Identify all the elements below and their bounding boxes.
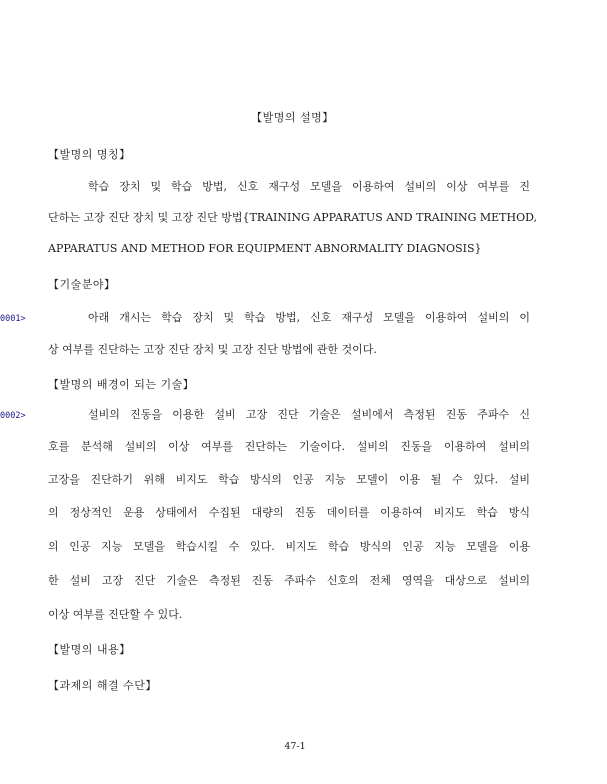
page-number: 47-1 [284,741,306,752]
invention-name-line-1: 학습 장치 및 학습 방법, 신호 재구성 모델을 이용하여 설비의 이상 여부를 진 [88,180,530,193]
background-line-4: 의 정상적인 운용 상태에서 수집된 대량의 진동 데이터를 이용하여 비지도 학습 방식 [48,506,530,519]
invention-name-line-2: 단하는 고장 진단 장치 및 고장 진단 방법{TRAINING APPARATUS AND TRAINING METHOD, [48,211,538,224]
paragraph-number-0002: 0002> [0,411,26,421]
background-line-1: 설비의 진동을 이용한 설비 고장 진단 기술은 설비에서 측정된 진동 주파수 신 [88,408,530,421]
document-title: 【발명의 설명】 [251,111,334,124]
background-line-2: 호를 분석해 설비의 이상 여부를 진단하는 기술이다. 설비의 진동을 이용하여 설비의 [48,440,530,453]
background-line-6: 한 설비 고장 진단 기술은 측정된 진동 주파수 신호의 전체 영역을 대상으로 설비의 [48,574,530,587]
technical-field-line-1: 아래 개시는 학습 장치 및 학습 방법, 신호 재구성 모델을 이용하여 설비의 이 [88,311,530,324]
section-heading-invention-name: 【발명의 명칭】 [48,148,131,161]
technical-field-line-2: 상 여부를 진단하는 고장 진단 장치 및 고장 진단 방법에 관한 것이다. [48,343,377,356]
background-line-3: 고장을 진단하기 위해 비지도 학습 방식의 인공 지능 모델이 이용 될 수 있다. 설비 [48,473,530,486]
background-line-5: 의 인공 지능 모델을 학습시킬 수 있다. 비지도 학습 방식의 인공 지능 모델을 이용 [48,540,530,553]
invention-name-line-3: APPARATUS AND METHOD FOR EQUIPMENT ABNORMALITY DIAGNOSIS} [48,242,482,255]
section-heading-technical-field: 【기술분야】 [48,278,116,291]
section-heading-background: 【발명의 배경이 되는 기술】 [48,378,195,391]
section-heading-solution: 【과제의 해결 수단】 [48,679,157,692]
background-line-7: 이상 여부를 진단할 수 있다. [48,608,183,621]
section-heading-content: 【발명의 내용】 [48,643,131,656]
paragraph-number-0001: 0001> [0,314,26,324]
